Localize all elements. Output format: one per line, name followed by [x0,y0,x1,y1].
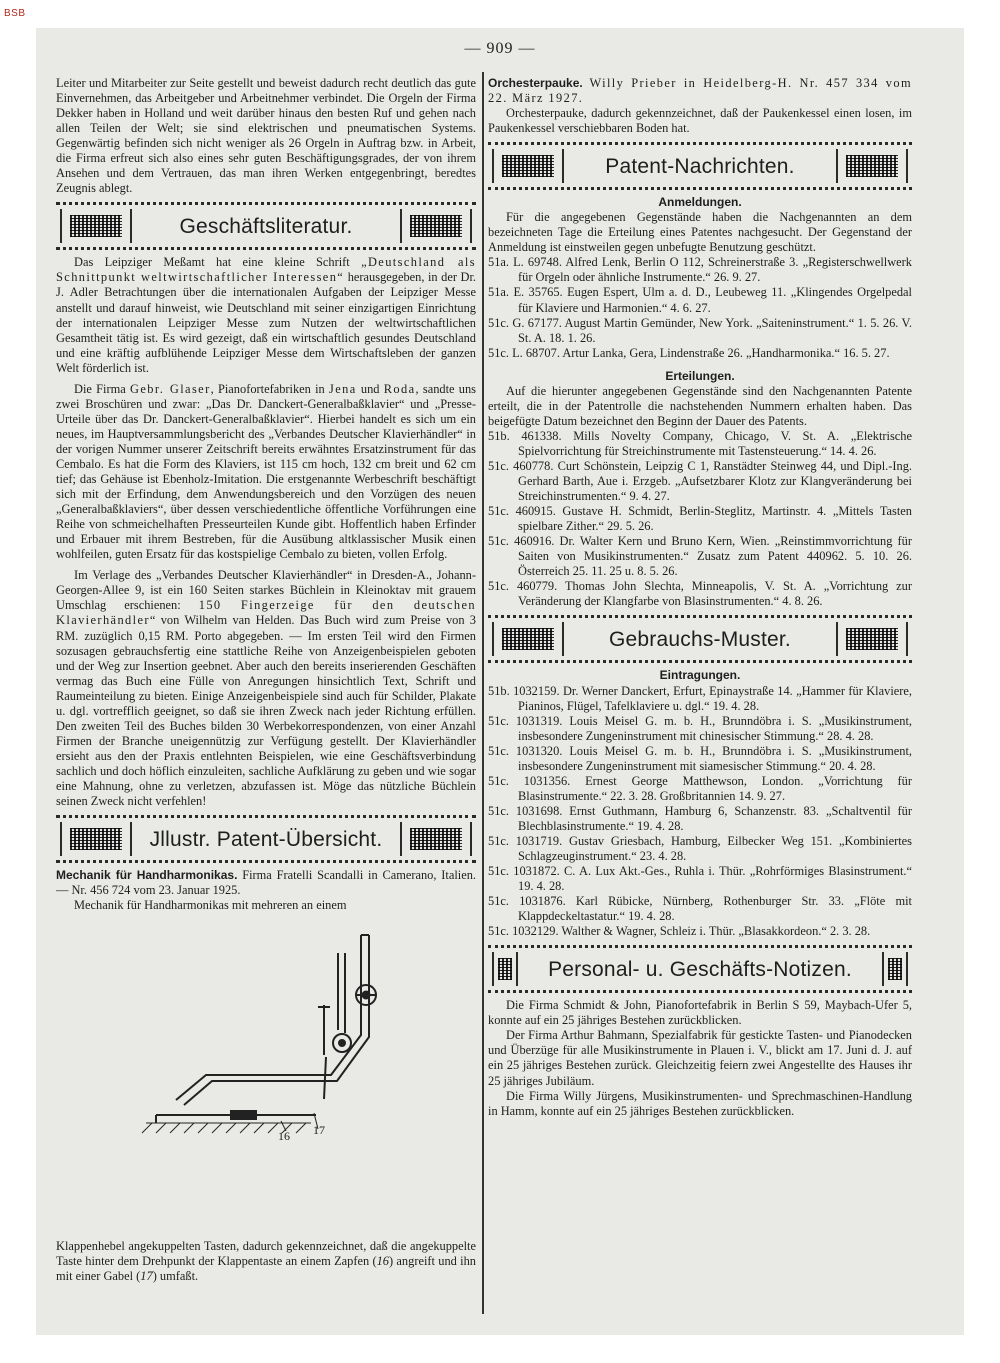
news-paragraph: Der Firma Arthur Bahmann, Spezialfabrik für gestickte Tasten- und Pianodecken und Überzüge für alle Musikinstrumente in Plauen i. V., blickt am 17. Juni d. J. auf ein 25 jähriges Bestehen zurück. Gleichzeitig feiern zwei Angestellte des Hauses ihr 25 jähriges Jubiläum. [488,1028,912,1088]
list-item: 51c. 460778. Curt Schönstein, Leipzig C 1, Ranstädter Steinweg 44, und Dipl.-Ing. Gerhard Barth, Aue i. Erzgeb. „Aufsetzbarer Klotz zur Klangveränderung bei Streichinstrumenten.“ 9. 4. 27. [488,458,912,504]
list-item: 51a. L. 69748. Alfred Lenk, Berlin O 112, Schreinerstraße 3. „Registerschwellwerk für Orgeln oder ähnliche Instrumente.“ 26. 9. 27. [488,255,912,285]
banner-ornament-icon [492,622,564,656]
section-title: Patent-Nachrichten. [605,154,795,178]
patent-description: Orchesterpauke, dadurch gekennzeichnet, daß der Paukenkessel einen losen, im Paukenkessel verschiebbaren Boden hat. [488,106,912,136]
subsection-intro: Für die angegebenen Gegenstände haben die Nachgenannten an dem bezeichneten Tage die Erteilung eines Patentes nachgesucht. Der Gegenstand der Anmeldung ist einstweilen gegen unbefugte Benutzung geschützt. [488,210,912,255]
list-item: 51c. 1031320. Louis Meisel G. m. b. H., Brunndöbra i. S. „Musikinstrument, insbesondere Zungeninstrument mit siamesischer Stimmung.“ 20. 4. 28. [488,743,912,773]
list-item: 51c. 1031356. Ernest George Matthewson, London. „Vorrichtung für Blasinstrumente.“ 22. 3. 28. Großbritannien 14. 9. 27. [488,773,912,803]
section-banner-personal-notizen [488,945,912,993]
figure-label: 17 [313,1123,325,1138]
banner-ornament-icon [492,952,518,986]
page-number: — 909 — [464,40,536,57]
banner-ornament-icon [60,209,132,243]
list-item: 51c. 1031876. Karl Rübicke, Nürnberg, Rothenburger Str. 33. „Flöte mit Klappdeckeltastatur.“ 19. 4. 28. [488,894,912,924]
list-item: 51c. 1031872. C. A. Lux Akt.-Ges., Ruhla i. Thür. „Rohrförmiges Blasinstrument.“ 19. 4. 28. [488,864,912,894]
section-banner-geschaeftsliteratur [56,202,476,250]
library-watermark: BSB [4,8,26,19]
article-paragraph: Die Firma Gebr. Glaser, Pianofortefabriken in Jena und Roda, sandte uns zwei Broschüren und zwar: „Das Dr. Danckert-Generalbaßklavier“ und „Presse-Urteile über das Dr. Danckert-Generalbaßklavier“. Hierbei handelt es sich um ein neues, im Hauptversammlungsbericht des „Verbandes Deutscher Klavierhändler“ in der vorigen Nummer unserer Zeitschrift bereits erwähntes Ersatzinstrument für das Cembalo. Es hat die Form des Klaviers, ist 115 cm hoch, 132 cm breit und 62 cm tief; das Gehäuse ist Ebenholz-Imitation. Die erstgenannte Werbeschrift beschäftigt sich mit der Erfindung, dem Anwendungsbereich und den Vorzügen des neuen „Generalbaßklaviers“, über dessen verschiedentliche öffentliche Vorführungen eine Reihe von schmeichelhaften Presseurteilen Kunde gibt. Hoffentlich haben Erfinder und Erbauer mit ihrem Bestreben, für die Ausübung altklassischer Musik einen wohlfeilen, guten Ersatz für das kostspielige Cembalo zu bieten, vollen Erfolg. [56,381,476,562]
right-column [488,76,912,1119]
patent-entry: Mechanik für Handharmonikas. Firma Fratelli Scandalli in Camerano, Italien. — Nr. 456 724 vom 23. Januar 1925. [56,868,476,898]
article-paragraph: Im Verlage des „Verbandes Deutscher Klavierhändler“ in Dresden-A., Johann-Georgen-Allee 9, ist ein 160 Seiten starkes Büchlein in Kleinoktav mit grauem Umschlag erschienen: 150 Fingerzeige für den deutschen Klavierhändler“ von Wilhelm van Helden. Das Buch wird zum Preise von 3 RM. zuzüglich 0,15 RM. Porto abgegeben. — Im ersten Teil wird den Firmen sozusagen gebrauchsfertig eine stattliche Reihe von Anzeigenbeispielen geboten und der Weg zur Insertion geebnet. Aber auch den bereits inserierenden Geschäften vermag das Buch eine Fülle von Anregungen hinsichtlich Text, Schrift und Raumeinteilung zu bieten. Einige Anzeigenbeispiele sind auch für Schilder, Plakate u. dgl. vortrefflich geeignet, so daß sie ihren Zweck nach jeder Richtung erfüllen. Den zweiten Teil des Buches bilden 30 Werbekorrespondenzen, von einer Anzahl Firmen der Branche uneigennützig zur Verfügung gestellt. Der Klavierhändler ersieht aus den der Praxis entlehnten Beispielen, wie eine Geschäftsverbindung sachlich und doch höflich einzuleiten, sachliche Aufklärung zu geben und wie sogar eine Mahnung, ohne zu verletzen, abzufassen ist. Möge das nützliche Büchlein seinen Zweck nicht verfehlen! [56,568,476,809]
banner-ornament-icon [836,622,908,656]
list-item: 51c. 460779. Thomas John Slechta, Minneapolis, V. St. A. „Vorrichtung zur Veränderung der Klangfarbe von Blasinstrumenten.“ 4. 8. 26. [488,579,912,609]
list-item: 51b. 461338. Mills Novelty Company, Chicago, V. St. A. „Elektrische Spielvorrichtung für Streichinstrumente mit Tastensteuerung.“ 14. 4. 26. [488,428,912,458]
left-column [56,76,476,1284]
subsection-heading: Eintragungen. [659,668,741,683]
section-title: Jllustr. Patent-Übersicht. [149,827,383,851]
list-item: 51c. 460916. Dr. Walter Kern und Bruno Kern, Wien. „Reinstimmvorrichtung für Saiten von Musikinstrumenten.“ Zusatz zum Patent 440962. 5. 10. 26. Österreich 25. 11. 25 u. 8. 5. 26. [488,534,912,579]
harmonica-mechanism-drawing [56,915,476,1235]
section-banner-patent-uebersicht [56,815,476,863]
banner-ornament-icon [400,822,472,856]
figure-label: 16 [278,1129,290,1144]
list-item: 51b. 1032159. Dr. Werner Danckert, Erfurt, Epinaystraße 14. „Hammer für Klaviere, Pianinos, Flügel, Tafelklaviere u. dgl.“ 19. 4. 28. [488,683,912,713]
intro-paragraph: Leiter und Mitarbeiter zur Seite gestellt und beweist dadurch recht deutlich das gute Einvernehmen, das Arbeitgeber und Arbeitnehmer verbindet. Die Orgeln der Firma Dekker haben in Holland und weit darüber hinaus den besten Ruf und gehen nach allen Teilen der Welt; sie sind elektrischen und pneumatischen Systems. Gegenwärtig befinden sich nicht weniger als 26 Orgeln in Auftrag bzw. in Arbeit, die Firma erfreut sich also eines sehr guten Beschäftigungsgrades, der von ihrem Ansehen und dem Vertrauen, das man ihren Werken entgegenbringt, beredtes Zeugnis ablegt. [56,76,476,196]
banner-ornament-icon [836,149,908,183]
banner-ornament-icon [60,822,132,856]
section-banner-gebrauchs-muster [488,615,912,663]
banner-ornament-icon [882,952,908,986]
patent-drawing [56,915,476,1235]
list-item: 51c. 1032129. Walther & Wagner, Schleiz i. Thür. „Blasakkordeon.“ 2. 3. 28. [488,924,871,939]
list-item: 51a. E. 35765. Eugen Espert, Ulm a. d. D., Leubeweg 11. „Klingendes Orgelpedal für Klaviere und Harmonien.“ 4. 6. 27. [488,285,912,315]
list-item: 51c. 460915. Gustave H. Schmidt, Berlin-Steglitz, Martinstr. 4. „Mittels Tasten spielbare Zither.“ 29. 5. 26. [488,504,912,534]
article-paragraph: Das Leipziger Meßamt hat eine kleine Schrift „Deutschland als Schnittpunkt weltwirtschaftlicher Interessen“ herausgegeben, in der Dr. J. Adler Betrachtungen über die internationalen Aufgaben der Leipziger Messe anstellt und darauf hinweist, wie Deutschland mit seiner einzigartigen Einrichtung der internationalen Leipziger Messe zum Nutzen der weltwirtschaftlichen Gesamtheit tätig ist. Es wird gezeigt, daß ein wirtschaftlich gesundes Deutschland und eine kräftig aufblühende Leipziger Messe dem Wirtschaftsleben der ganzen Welt förderlich ist. [56,255,476,375]
section-banner-patent-nachrichten [488,142,912,190]
subsection-intro: Auf die hierunter angegebenen Gegenstände sind den Nachgenannten Patente erteilt, die in der Patentrolle die nachstehenden Nummern erhalten haben. Das beigefügte Datum bezeichnet den Beginn der Dauer des Patents. [488,383,912,428]
patent-description: Mechanik für Handharmonikas mit mehreren an einem [74,898,347,913]
patent-entry: Orchesterpauke. Willy Prieber in Heidelberg-H. Nr. 457 334 vom 22. März 1927. [488,76,912,106]
news-paragraph: Die Firma Willy Jürgens, Musikinstrumenten- und Sprechmaschinen-Handlung in Hamm, konnte auf ein 25 jähriges Bestehen zurückblicken. [488,1088,912,1118]
list-item: 51c. G. 67177. August Martin Gemünder, New York. „Saiteninstrument.“ 1. 5. 26. V. St. A. 18. 1. 26. [488,315,912,345]
section-title: Personal- u. Geschäfts-Notizen. [548,957,852,981]
banner-ornament-icon [492,149,564,183]
column-rule [482,72,484,1314]
subsection-heading: Erteilungen. [665,368,735,383]
news-paragraph: Die Firma Schmidt & John, Pianofortefabrik in Berlin S 59, Maybach-Ufer 5, konnte auf ein 25 jähriges Bestehen zurückblicken. [488,998,912,1028]
list-item: 51c. 1031719. Gustav Griesbach, Hamburg, Eilbecker Weg 151. „Kombiniertes Schlagzeuginstrument.“ 23. 4. 28. [488,833,912,864]
section-title: Gebrauchs-Muster. [609,627,791,651]
list-item: 51c. L. 68707. Artur Lanka, Gera, Lindenstraße 26. „Handharmonika.“ 16. 5. 27. [488,345,890,360]
section-title: Geschäftsliteratur. [179,214,353,238]
patent-claim: Klappenhebel angekuppelten Tasten, dadurch gekennzeichnet, daß die angekuppelte Taste hinter dem Drehpunkt der Klappentaste an einem Zapfen (16) angreift und ihn mit einer Gabel (17) umfaßt. [56,1239,476,1284]
subsection-heading: Anmeldungen. [658,195,742,210]
list-item: 51c. 1031698. Ernst Guthmann, Hamburg 6, Schanzenstr. 83. „Schaltventil für Blechblasinstrumente.“ 19. 4. 28. [488,803,912,833]
list-item: 51c. 1031319. Louis Meisel G. m. b. H., Brunndöbra i. S. „Musikinstrument, insbesondere Zungeninstrument mit chinesischer Stimmung.“ 28. 4. 28. [488,713,912,743]
banner-ornament-icon [400,209,472,243]
